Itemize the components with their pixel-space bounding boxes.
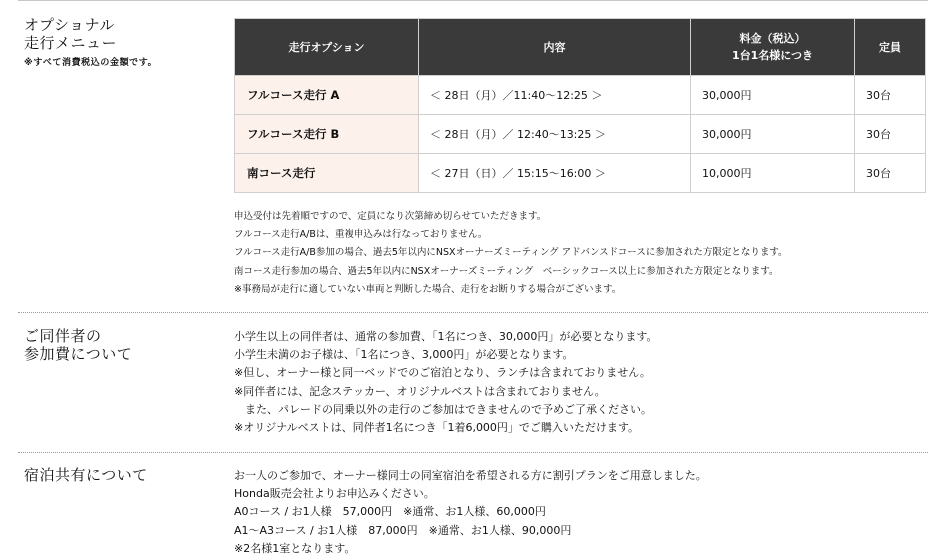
option-notes <box>234 208 788 299</box>
option-price: 30,000円 <box>691 115 855 154</box>
text-line: ※オリジナルベストは、同伴者1名につき「1着6,000円」でご購入いただけます。 <box>234 421 640 435</box>
note-line: ※事務局が走行に適していない車両と判断した場合、走行をお断りする場合がございます。 <box>234 283 622 295</box>
option-price: 10,000円 <box>691 154 855 193</box>
table-header-row <box>235 19 926 76</box>
table-row <box>235 154 926 193</box>
table-row <box>235 115 926 154</box>
text-line: Honda販売会社よりお申込みください。 <box>234 487 435 501</box>
shared-stay-heading <box>24 466 148 484</box>
option-capacity: 30台 <box>855 115 926 154</box>
heading-line: 走行メニュー <box>24 34 118 52</box>
tax-note: ※すべて消費税込の金額です。 <box>24 58 158 68</box>
text-line: ※但し、オーナー様と同一ベッドでのご宿泊となり、ランチは含まれておりません。 <box>234 366 651 380</box>
note-line: 申込受付は先着順ですので、定員になり次第締め切らせていただきます。 <box>234 211 547 222</box>
option-name: 南コース走行 <box>235 154 419 193</box>
option-table <box>234 18 926 193</box>
option-content: ＜ 27日（日）／ 15:15～16:00 ＞ <box>419 154 691 193</box>
text-line: お一人のご参加で、オーナー様同士の同室宿泊を希望される方に割引プランをご用意しました。 <box>234 469 707 482</box>
note-line: フルコース走行A/B参加の場合、過去5年以内にNSXオーナーズミーティング アドバンスドコースに参加された方限定となります。 <box>234 247 788 259</box>
note-line: 南コース走行参加の場合、過去5年以内にNSXオーナーズミーティング ベーシックコース以上に参加された方限定となります。 <box>234 265 779 277</box>
table-row <box>235 76 926 115</box>
shared-stay-text <box>234 467 707 558</box>
header-option: 走行オプション <box>235 19 419 76</box>
option-capacity: 30台 <box>855 76 926 115</box>
text-line: ※同伴者には、記念ステッカー、オリジナルベストは含まれておりません。 <box>234 384 606 398</box>
header-price-line: 1台1名様につき <box>731 49 814 62</box>
option-content: ＜ 28日（月）／ 12:40～13:25 ＞ <box>419 115 691 154</box>
option-price: 30,000円 <box>691 76 855 115</box>
text-line: A1～A3コース / お1人様 87,000円 ※通常、お1人様、90,000円 <box>234 523 572 537</box>
heading-line: オプショナル <box>24 16 115 34</box>
companion-heading <box>24 327 132 363</box>
option-name: フルコース走行 A <box>235 76 419 115</box>
header-content: 内容 <box>419 19 691 76</box>
text-line: A0コース / お1人様 57,000円 ※通常、お1人様、60,000円 <box>234 505 546 519</box>
header-price-line: 料金（税込） <box>739 32 806 45</box>
note-line: フルコース走行A/Bは、重複申込みは行なっておりません。 <box>234 229 488 241</box>
option-capacity: 30台 <box>855 154 926 193</box>
section-divider <box>18 452 928 453</box>
companion-text <box>234 328 657 437</box>
option-content: ＜ 28日（月）／11:40～12:25 ＞ <box>419 76 691 115</box>
heading-line: 宿泊共有について <box>24 466 148 484</box>
top-divider <box>18 0 928 1</box>
text-line: ※2名様1室となります。 <box>234 541 356 555</box>
header-price <box>691 19 855 76</box>
option-name: フルコース走行 B <box>235 115 419 154</box>
heading-line: ご同伴者の <box>24 327 102 345</box>
text-line: 小学生未満のお子様は、「1名につき、3,000円」が必要となります。 <box>234 348 574 362</box>
header-capacity: 定員 <box>855 19 926 76</box>
section-divider <box>18 312 928 313</box>
text-line: また、パレードの同乗以外の走行のご参加はできませんので予めご了承ください。 <box>234 402 652 416</box>
optional-menu-heading <box>24 16 117 52</box>
text-line: 小学生以上の同伴者は、通常の参加費、「1名につき、30,000円」が必要となります。 <box>234 330 658 343</box>
heading-line: 参加費について <box>24 345 133 363</box>
